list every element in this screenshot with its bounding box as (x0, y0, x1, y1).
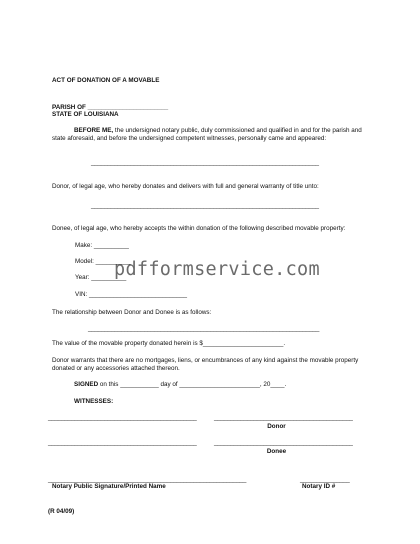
property-value-field: The value of the movable property donated herein is $_______________________. (52, 340, 286, 347)
witness-2-signature-line: _____________________________________________ (48, 439, 197, 446)
relationship-line: ______________________________________________________________________ (88, 325, 320, 332)
before-me-lead: BEFORE ME, (74, 127, 114, 134)
relationship-label: The relationship between Donor and Donee is as follows: (52, 309, 212, 316)
signed-date-line (74, 381, 286, 389)
donor-clause: Donor, of legal age, who hereby donates and delivers with full and general warranty of title unto: (52, 183, 319, 190)
warranty-paragraph: Donor warrants that there are no mortgages, liens, or encumbrances of any kind against the movable property donated or any accessories attached thereon. (52, 357, 359, 372)
donee-name-line: _____________________________________________________________________ (91, 202, 319, 209)
before-me-body: the undersigned notary public, duly commissioned and qualified in and for the parish and state aforesaid, and before the undersigned competent witnesses, personally came and appeared: (52, 127, 362, 142)
parish-field: PARISH OF _______________________ (52, 104, 169, 111)
notary-signature-label: Notary Public Signature/Printed Name (52, 483, 166, 490)
donee-signature-line: __________________________________________ (214, 439, 353, 446)
donor-signature-line: __________________________________________ (214, 414, 353, 421)
model-field: Model: __________ (75, 258, 131, 265)
before-me-paragraph (52, 127, 370, 143)
notary-id-label: Notary ID # (302, 483, 336, 490)
notary-signature-line: ____________________________________________________________ (48, 476, 247, 483)
signed-label: SIGNED (74, 381, 99, 388)
revision-code: (R 04/09) (48, 508, 75, 515)
make-field: Make: __________ (75, 242, 129, 249)
witnesses-label: WITNESSES: (74, 398, 114, 405)
watermark: pdfformservice.com (114, 259, 320, 280)
signed-date-text: on this ___________ day of _______________________, 20____. (98, 381, 287, 388)
appearing-party-line: _____________________________________________________________________ (91, 159, 319, 166)
witness-1-signature-line: _____________________________________________ (48, 414, 197, 421)
notary-id-line: _______________ (300, 476, 350, 483)
vin-field: VIN: ____________________________ (75, 291, 188, 298)
donor-label: Donor (267, 423, 286, 430)
state-label: STATE OF LOUISIANA (52, 111, 119, 118)
year-field: Year: __________ (75, 274, 127, 281)
document-title: ACT OF DONATION OF A MOVABLE (52, 77, 160, 84)
donee-label: Donee (266, 448, 287, 455)
donee-clause: Donee, of legal age, who hereby accepts the within donation of the following described movable property: (52, 225, 346, 232)
